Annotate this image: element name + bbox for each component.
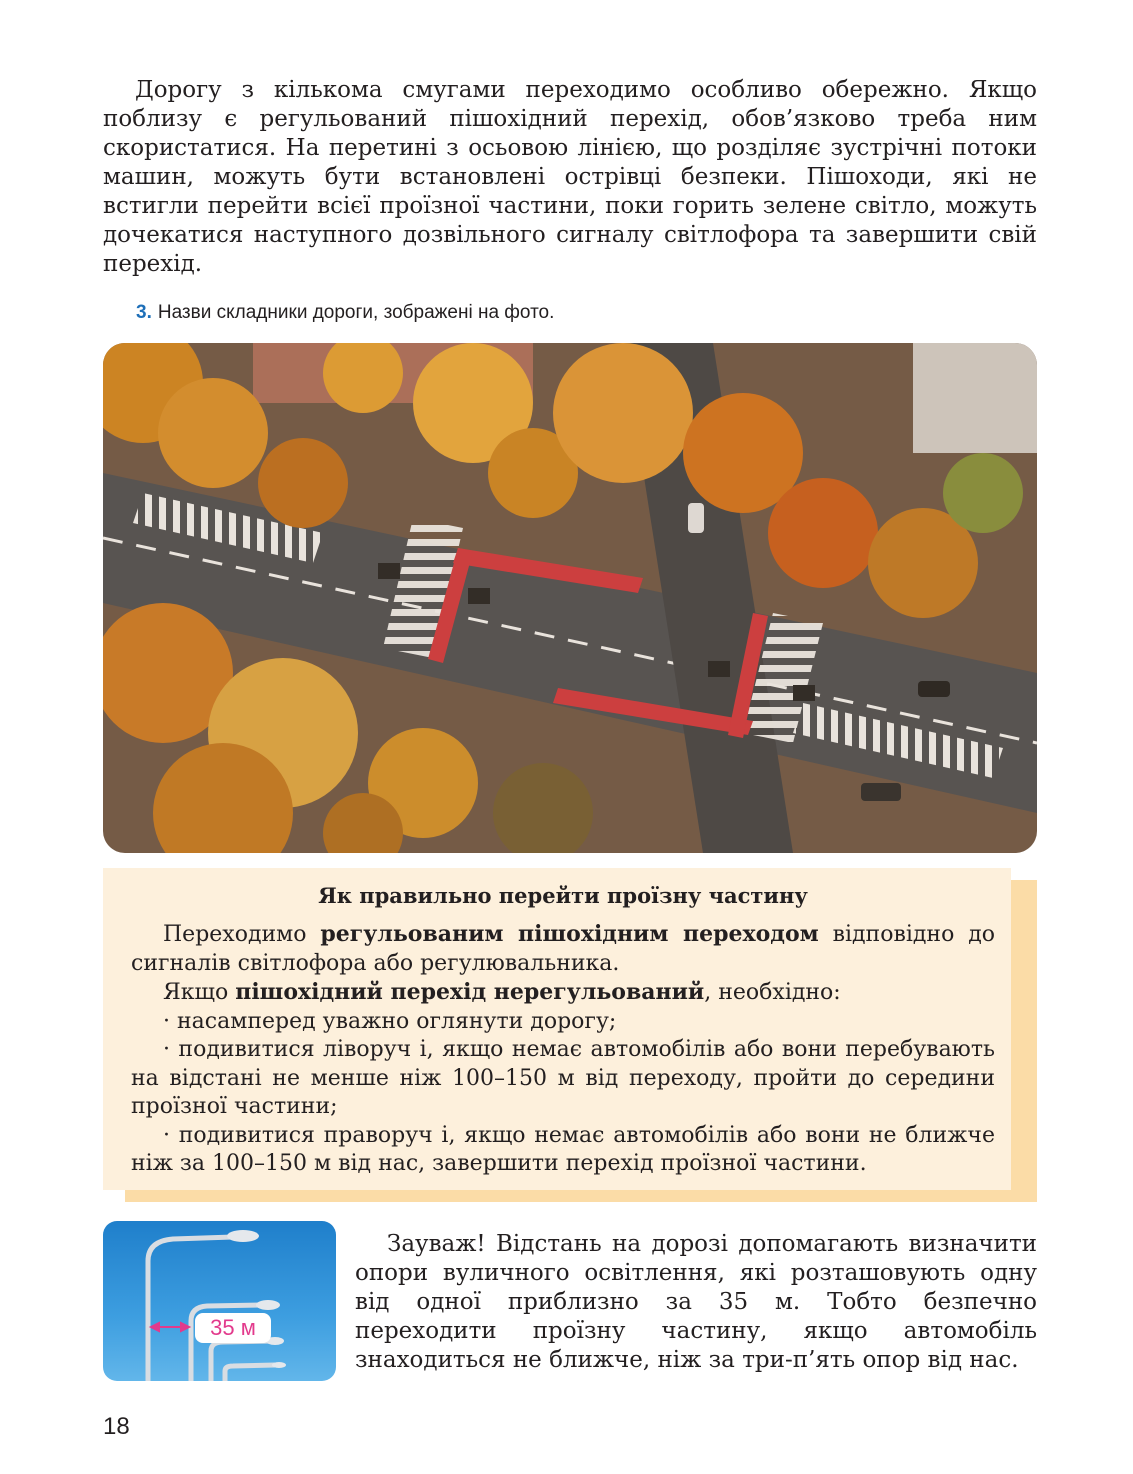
rule-p2-bold: пішохідний перехід нерегульований [235, 979, 705, 1005]
street-lamp-image [103, 1221, 336, 1381]
rule-p2-text: Якщо [163, 980, 236, 1005]
task-3 [136, 302, 554, 324]
task-number: 3. [136, 302, 152, 323]
rule-bullet: · насамперед уважно оглянути дорогу; [131, 1008, 995, 1037]
rule-p1-rest: відповідно до сигналів світлофора або регулювальника. [131, 922, 995, 976]
rule-bullet: · подивитися ліворуч і, якщо немає автомобілів або вони перебувають на відстані не менше ніж 100–150 м від переходу, пройти до середини проїзної частини; [131, 1036, 995, 1122]
task-text: Назви складники дороги, зображені на фото. [157, 302, 555, 323]
rule-p2-rest: , необхідно: [704, 980, 841, 1005]
distance-label: 35 м [195, 1313, 271, 1343]
note-paragraph: Зауваж! Відстань на дорозі допомагають визначити опори вуличного освітлення, які розташовують одну від одної приблизно за 35 м. Тобто безпечно переходити проїзну частину, якщо автомобіль знаходиться не ближче, ніж за три-п’ять опор від нас. [355, 1231, 1037, 1373]
road-aerial-photo [103, 343, 1037, 853]
page-number: 18 [103, 1413, 130, 1440]
rule-p1-bold: регульованим пішохідним переходом [320, 921, 819, 947]
rule-p1-text: Переходимо [163, 922, 321, 947]
rule-paragraph-2 [131, 978, 995, 1008]
intro-paragraph: Дорогу з кількома смугами переходимо особливо обережно. Якщо поблизу є регульований пішохідний перехід, обов’язково треба ним скористатися. На перетині з осьовою лінією, що розділяє зустрічні потоки машин, можуть бути встановлені острівці безпеки. Пішоходи, які не встигли перейти всієї проїзної частини, поки горить зелене світло, можуть дочекатися наступного дозвільного сигналу світлофора та завершити свій перехід. [103, 77, 1037, 277]
rule-bullet: · подивитися праворуч і, якщо немає автомобілів або вони не ближче ніж за 100–150 м від нас, завершити перехід проїзної частини. [131, 1122, 995, 1179]
rule-box [103, 868, 1011, 1190]
rule-paragraph-1 [131, 920, 995, 978]
rule-title: Як правильно перейти проїзну частину [318, 883, 808, 908]
